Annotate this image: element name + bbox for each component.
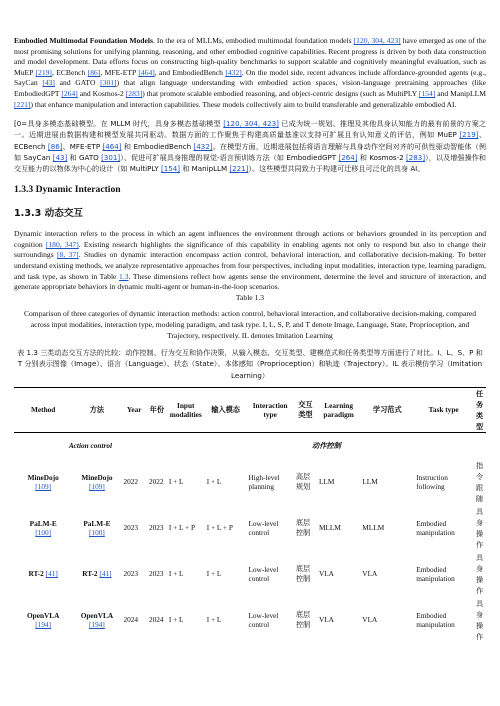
citation-link[interactable]: [194] (89, 619, 105, 629)
method-name: RT-2 (82, 569, 98, 579)
method-cn-cell (72, 551, 121, 597)
interaction-type-cell: Low-level control (248, 610, 279, 629)
task-type-cn-cell (473, 505, 486, 551)
task-type-cell: Embodied manipulation (416, 564, 455, 583)
task-type-cn-cell (473, 459, 486, 505)
input-cn-cell: I + L + P (206, 523, 233, 533)
cell-char: 具 (475, 552, 484, 562)
citation-link[interactable]: [283] (406, 152, 426, 162)
text: 和 GATO (67, 152, 102, 162)
method-cell (14, 597, 72, 643)
header-learning-paradigm: Learning paradigm (317, 387, 360, 432)
citation-link[interactable]: [43] (42, 78, 55, 88)
year-cn-cell: 2023 (148, 569, 164, 579)
text: ) that enhance manipulation and interaction capabilities. These models collectively aim to build transferable and generalizable embodied AI. (30, 99, 457, 109)
input-cell: I + L (168, 569, 184, 579)
cell-char: 随 (475, 493, 484, 503)
method-cn-cell (72, 597, 121, 643)
year-cell: 2022 (123, 477, 139, 487)
text: 已成为统一规划、推理及其他具身认知能力的最有前景的方案之一。近期进展由数据构建和模型发展共同驱动。数据方面的工作聚焦于构建高质量基准以支持可扩展且有认知意义的评估，例如 MuEP (14, 119, 486, 140)
table-header-row (14, 387, 486, 432)
text: 。在模型方面，近期进展包括将语言理解与具身动作空间对齐的可供性驱动智能体（例如 SayCan (14, 141, 487, 162)
citation-link[interactable]: [283] (125, 88, 143, 98)
learning-paradigm-cn-cell: VLA (362, 569, 378, 579)
learning-paradigm-cn-cell: MLLM (362, 523, 385, 533)
method-cn-cell (72, 459, 121, 505)
text: ) that align language understanding with embodied action spaces, vision-language pretraining approaches (like EmbodiedGPT (14, 78, 486, 98)
text: . These dimensions reflect how agents sense the environment, determine the level and structure of interaction, and generate appropriate behaviors in dynamic multi-agent or human-in-the-loop scenarios. (14, 271, 486, 292)
citation-link[interactable]: [301] (101, 152, 121, 162)
cell-char: 操 (475, 574, 484, 584)
learning-paradigm-cell: MLLM (318, 523, 341, 533)
citation-link[interactable]: [221] (229, 163, 249, 173)
comparison-table (14, 387, 486, 643)
text: 和 EmbodiedBench (121, 141, 194, 151)
text: . Studies on dynamic interaction encompass action control, behavioral interaction, and collaborative decision-making. To better understand existing methods, we analyze representative approaches from four perspectives, including input modalities, interaction type, learning paradigm, and task type, as shown in Table (14, 250, 486, 281)
text: ）、促进可扩展具身推理的视觉-语言预训练方法（如 EmbodiedGPT (120, 152, 339, 162)
citation-link[interactable]: [41] (45, 569, 58, 579)
method-name: PaLM-E (83, 518, 111, 528)
task-type-cn-cell (473, 597, 486, 643)
citation-link[interactable]: [194] (35, 619, 52, 629)
learning-paradigm-cn-cell: VLA (362, 615, 378, 625)
header-method-cn: 方法 (72, 387, 121, 432)
citation-link[interactable]: [109] (89, 481, 105, 491)
header-interaction-type-cn: 交互类型 (294, 387, 317, 432)
cell-char: 指 (475, 460, 484, 470)
interaction-type-cell: High-level planning (248, 472, 280, 491)
section-heading-cn: 1.3.3 动态交互 (14, 208, 84, 220)
method-cell (14, 551, 72, 597)
interaction-type-cn-cell: 底层控制 (295, 609, 311, 629)
header-year-cn: 年份 (147, 387, 167, 432)
interaction-type-cell: Low-level control (248, 518, 279, 537)
learning-paradigm-cn-cell: LLM (362, 477, 378, 487)
input-cell: I + L (168, 615, 184, 625)
header-char: 任 (475, 388, 484, 398)
table-row (14, 597, 486, 643)
text: ）。这些模型共同致力于构建可迁移且可泛化的具身 AI。 (248, 163, 425, 173)
citation-link[interactable]: [43] (52, 152, 68, 162)
group-label-cn: 动作控制 (312, 440, 341, 450)
citation-link[interactable]: [154] (160, 163, 181, 173)
method-name: MineDojo (81, 472, 113, 482)
citation-link[interactable]: [264] (338, 152, 358, 162)
cell-char: 具 (475, 506, 484, 516)
input-cell: I + L (168, 477, 184, 487)
header-input-cn: 输入模态 (205, 387, 247, 432)
task-type-cn-cell (473, 551, 486, 597)
paragraph-dynamic-interaction (14, 229, 486, 293)
interaction-type-cn-cell: 底层控制 (295, 563, 311, 583)
cell-char: 作 (475, 631, 484, 641)
cell-char: 具 (475, 598, 484, 608)
table-row (14, 505, 486, 551)
task-type-cell: Embodied manipulation (416, 610, 455, 629)
header-task-type: Task type (414, 387, 473, 432)
table-label: Table 1.3 (235, 292, 265, 302)
citation-link[interactable]: [154] (418, 88, 436, 98)
header-method: Method (14, 387, 72, 432)
citation-link[interactable]: [301] (100, 78, 117, 88)
table-row (14, 459, 486, 505)
interaction-type-cn-cell: 高层规划 (295, 471, 311, 491)
task-type-cell: Instruction following (416, 472, 448, 491)
table-caption-cn: 表 1.3 三类动态交互方法的比较：动作控制、行为交互和协作决策，从输入模态、交互类型、建模范式和任务类型等方面进行了对比。I、L、S、P 和 T 分别表示图像（Image）、语言（Language）、状态（State）、本体感知（Proprioception）和轨迹（Trajectory）。IL 表示模仿学习（Imitation Learning） (17, 348, 483, 380)
cell-char: 作 (475, 585, 484, 595)
method-name: OpenVLA (80, 610, 114, 620)
task-type-cell: Embodied manipulation (416, 518, 455, 537)
citation-link[interactable]: [432] (225, 67, 242, 77)
citation-link[interactable]: [100] (89, 527, 105, 537)
year-cn-cell: 2022 (148, 477, 164, 487)
text: [0=具身多模态基础模型。在 MLLM 时代，具身多模态基础模型 (14, 119, 224, 129)
header-char: 型 (475, 421, 484, 431)
learning-paradigm-cell: VLA (318, 569, 334, 579)
text: , MFE-ETP (100, 67, 139, 77)
input-cn-cell: I + L (206, 569, 222, 579)
method-cell (14, 459, 72, 505)
header-interaction-type: Interaction type (246, 387, 293, 432)
citation-link[interactable]: [221] (14, 99, 31, 109)
cell-char: 身 (475, 517, 484, 527)
header-learning-paradigm-cn: 学习范式 (360, 387, 414, 432)
header-input: Input modalities (167, 387, 205, 432)
paragraph-embodied-foundation-models (14, 36, 486, 110)
header-char: 务 (475, 399, 484, 409)
cell-char: 作 (475, 539, 484, 549)
citation-link[interactable]: [86] (87, 67, 101, 77)
year-cell: 2024 (123, 615, 139, 625)
group-label: Action control (68, 441, 112, 451)
input-cn-cell: I + L (206, 615, 222, 625)
text: . In the era of MLLMs, embodied multimodal foundation models (152, 36, 354, 45)
cell-char: 跟 (475, 482, 484, 492)
cell-char: 身 (475, 563, 484, 573)
text: 和 Kosmos-2 (357, 152, 407, 162)
cell-char: 令 (475, 471, 484, 481)
table-row (14, 551, 486, 597)
citation-link[interactable]: [464] (138, 67, 155, 77)
year-cn-cell: 2023 (148, 523, 164, 533)
text: and Kosmos-2 (77, 88, 126, 98)
citation-link[interactable]: [219] (459, 130, 479, 140)
text: 和 ManipLLM (180, 163, 230, 173)
paragraph-embodied-foundation-models-cn (14, 118, 486, 174)
method-cn-cell (72, 505, 121, 551)
header-year: Year (121, 387, 146, 432)
citation-link[interactable]: [86] (47, 141, 63, 151)
citation-link[interactable]: [120, 304, 423] (223, 119, 279, 129)
method-name: PaLM-E (29, 518, 57, 528)
text: , ECBench (51, 67, 88, 77)
method-name: OpenVLA (26, 610, 60, 620)
table-reference-link[interactable]: 1.3 (119, 271, 129, 281)
text: 、ECBench (14, 130, 486, 151)
text: , and EmbodiedBench (154, 67, 226, 77)
learning-paradigm-cell: VLA (318, 615, 334, 625)
paper-page (14, 0, 486, 643)
text: and GATO (54, 78, 101, 88)
interaction-type-cn-cell: 底层控制 (295, 517, 311, 537)
citation-link[interactable]: [41] (99, 569, 112, 579)
year-cell: 2023 (123, 569, 139, 579)
citation-link[interactable]: [264] (61, 88, 78, 98)
text: . Existing research highlights the significance of this capability in enabling agents not only to respond but also to change their surroundings (14, 239, 486, 260)
text: ) that promote scalable embodied reasoning, and object-centric designs (such as MultiPLY (142, 88, 419, 98)
text: and ManipLLM (435, 88, 486, 98)
text: ），以及增强操作和交互能力的以物体为中心的设计（如 MultiPLY (14, 152, 487, 173)
citation-link[interactable]: [464] (102, 141, 122, 151)
learning-paradigm-cell: LLM (318, 477, 335, 487)
cell-char: 操 (475, 528, 484, 538)
citation-link[interactable]: [180, 347] (45, 239, 79, 249)
header-char: 类 (475, 410, 484, 420)
table-group-row (14, 432, 486, 459)
method-name: MineDojo (27, 472, 59, 482)
text: 、MFE-ETP (62, 141, 103, 151)
cell-char: 操 (475, 620, 484, 630)
citation-link[interactable]: [120, 304, 423] (353, 36, 401, 45)
table-caption: Comparison of three categories of dynamic interaction methods: action control, behavioral interaction, and collaborative decision-making, compared across input modalities, interaction type, modeling paradigm, and task type. I, L, S, P, and T denote Image, Language, State, Proprioception, and Trajectory, respectively. IL denotes Imitation Learning (23, 309, 477, 340)
citation-link[interactable]: [432] (193, 141, 213, 151)
input-cell: I + L + P (168, 523, 196, 533)
text: have emerged as one of the most promising solutions for unifying planning, reasoning, and other embodied cognitive capabilities. Recent progress is driven by both data construction and model development. Data efforts focus on constructing high-quality benchmarks to support scalable and cognitively meaningful evaluation, such as MuEP (14, 36, 487, 77)
text: . On the model side, recent advances include affordance-grounded agents (e.g., SayCan (14, 67, 487, 88)
year-cell: 2023 (123, 523, 139, 533)
citation-link[interactable]: [219] (35, 67, 52, 77)
header-task-type-cn (473, 387, 486, 432)
input-cn-cell: I + L (206, 477, 222, 487)
text: Dynamic interaction refers to the process in which an agent influences the environment through actions or behaviors grounded in its perception and cognition (14, 229, 486, 249)
section-heading: 1.3.3 Dynamic Interaction (14, 184, 121, 196)
citation-link[interactable]: [109] (35, 481, 52, 491)
interaction-type-cell: Low-level control (248, 564, 279, 583)
citation-link[interactable]: [100] (35, 527, 52, 537)
cell-char: 身 (475, 609, 484, 619)
citation-link[interactable]: [8, 37] (57, 250, 79, 260)
paragraph-lead: Embodied Multimodal Foundation Models (14, 36, 153, 45)
method-name: RT-2 (28, 569, 44, 579)
year-cn-cell: 2024 (148, 615, 164, 625)
method-cell (14, 505, 72, 551)
